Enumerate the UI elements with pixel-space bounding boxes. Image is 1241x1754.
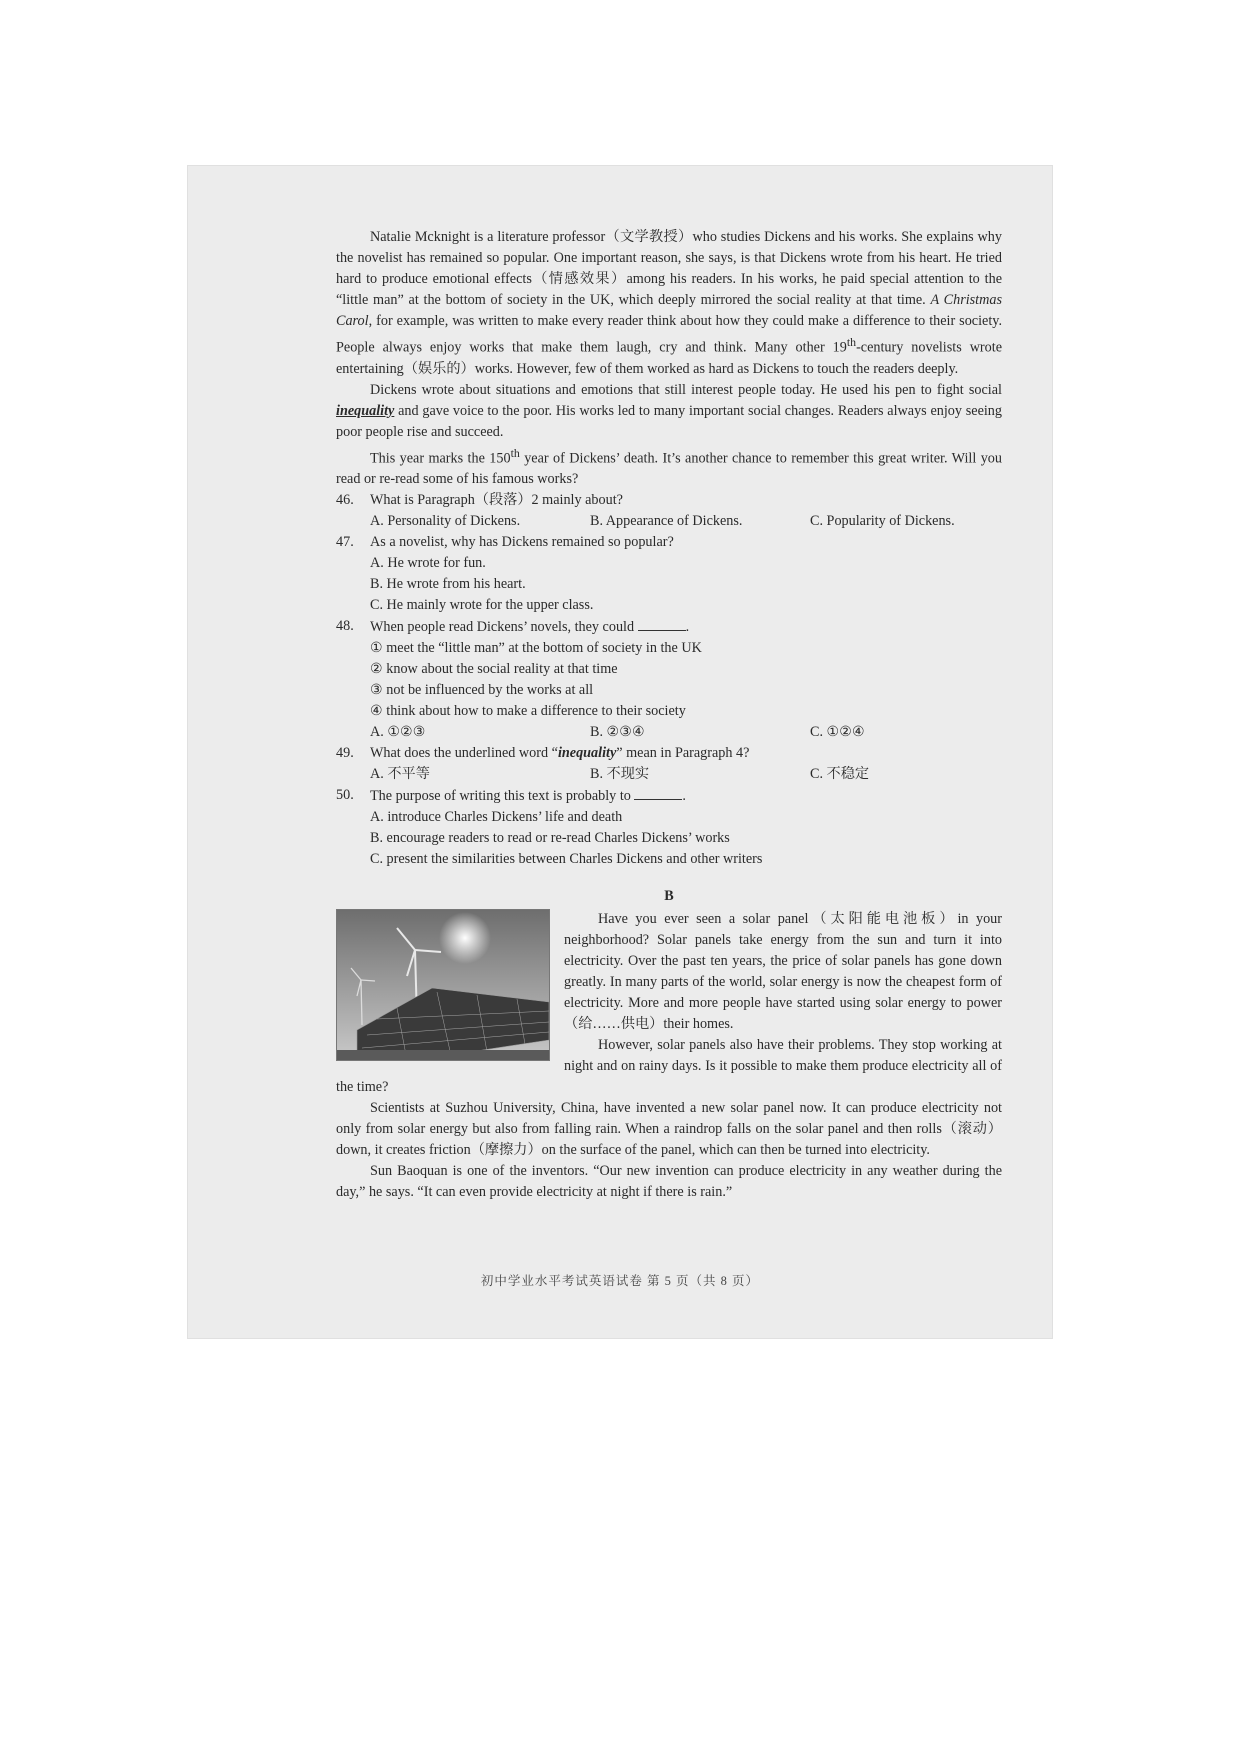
- option-a: A. He wrote for fun.: [370, 555, 486, 572]
- statement-2: ② know about the social reality at that time: [370, 661, 618, 678]
- option-c: C. Popularity of Dickens.: [810, 513, 955, 530]
- page-footer: 初中学业水平考试英语试卷 第 5 页（共 8 页）: [480, 1274, 760, 1288]
- answer-blank: [638, 616, 686, 631]
- passage-a-paragraph-1: Natalie Mcknight is a literature professor（文学教授）who studies Dickens and his works. She explains why the novelist has remained so popular. One important reason, she says, is that Dickens wrote from his heart. He tried hard to produce emotional effects（情感效果）among his readers. In his works, he paid special attention to the “little man” at the bottom of society in the UK, which deeply mirrored the social reality at that time. A Christmas Carol, for example, was written to make every reader think about how they could make a difference to their society. People always enjoy works that make them laugh, cry and think. Many other 19th-century novelists wrote entertaining（娱乐的）works. However, few of them worked as hard as Dickens to touch the readers deeply.: [336, 229, 1002, 377]
- passage-b-paragraph-1: Have you ever seen a solar panel（太阳能电池板）in your neighborhood? Solar panels take energy from the sun and turn it into electricity. Over the past ten years, the price of solar panels has gone down greatly. In many parts of the world, solar energy is now the cheapest form of electricity. More and more people have started using solar energy to power（给……供电）their homes.: [564, 911, 1002, 1033]
- solar-panel-photo: [336, 909, 550, 1061]
- question-50: 50. The purpose of writing this text is probably to .: [336, 787, 686, 805]
- passage-b-paragraph-3: Scientists at Suzhou University, China, have invented a new solar panel now. It can produce electricity not only from solar energy but also from falling rain. When a raindrop falls on the solar panel and then rolls（滚动）down, it creates friction（摩擦力）on the surface of the panel, which can then be turned into electricity.: [336, 1100, 1002, 1159]
- passage-a-paragraph-2: Dickens wrote about situations and emotions that still interest people today. He used his pen to fight social inequality and gave voice to the poor. His works led to many important social changes. Readers always enjoy seeing poor people rise and succeed.: [336, 381, 1002, 440]
- option-b: B. 不现实: [590, 766, 650, 783]
- statement-3: ③ not be influenced by the works at all: [370, 682, 594, 699]
- question-47: 47. As a novelist, why has Dickens remained so popular?: [336, 534, 674, 551]
- statement-4: ④ think about how to make a difference to their society: [370, 703, 686, 720]
- option-a: A. 不平等: [370, 766, 430, 783]
- passage-b: [336, 909, 1002, 1203]
- question-49: 49. What does the underlined word “inequality” mean in Paragraph 4?: [336, 745, 750, 762]
- solar-panel-illustration: [337, 910, 549, 1060]
- option-c: C. present the similarities between Charles Dickens and other writers: [370, 851, 763, 868]
- option-b: B. ②③④: [590, 724, 645, 741]
- option-b: B. encourage readers to read or re-read Charles Dickens’ works: [370, 830, 730, 847]
- passage-b-paragraph-4: Sun Baoquan is one of the inventors. “Our new invention can produce electricity in any weather during the day,” he says. “It can even provide electricity at night if there is rain.”: [336, 1163, 1002, 1201]
- question-49-options: [370, 764, 1002, 785]
- section-title: B: [664, 888, 674, 905]
- option-a: A. Personality of Dickens.: [370, 513, 521, 530]
- page-content: [336, 227, 1002, 1203]
- question-48: 48. When people read Dickens’ novels, they could .: [336, 618, 690, 636]
- passage-b-paragraph-2: However, solar panels also have their problems. They stop working at night and on rainy days. Is it possible to make them produce electricity all of the time?: [336, 1037, 1002, 1096]
- question-48-options: [370, 722, 1002, 743]
- question-46-options: [370, 511, 1002, 532]
- option-b: B. He wrote from his heart.: [370, 576, 526, 593]
- scanned-page: [187, 165, 1053, 1339]
- option-c: C. He mainly wrote for the upper class.: [370, 597, 594, 614]
- option-c: C. 不稳定: [810, 766, 870, 783]
- statement-1: ① meet the “little man” at the bottom of society in the UK: [370, 640, 702, 657]
- passage-a-paragraph-3: This year marks the 150th year of Dickens’ death. It’s another chance to remember this great writer. Will you read or re-read some of his famous works?: [336, 445, 1002, 488]
- answer-blank: [634, 785, 682, 800]
- question-46: 46. What is Paragraph（段落）2 mainly about?: [336, 492, 623, 509]
- option-a: A. ①②③: [370, 724, 426, 741]
- option-b: B. Appearance of Dickens.: [590, 513, 743, 530]
- option-c: C. ①②④: [810, 724, 865, 741]
- option-a: A. introduce Charles Dickens’ life and death: [370, 809, 623, 826]
